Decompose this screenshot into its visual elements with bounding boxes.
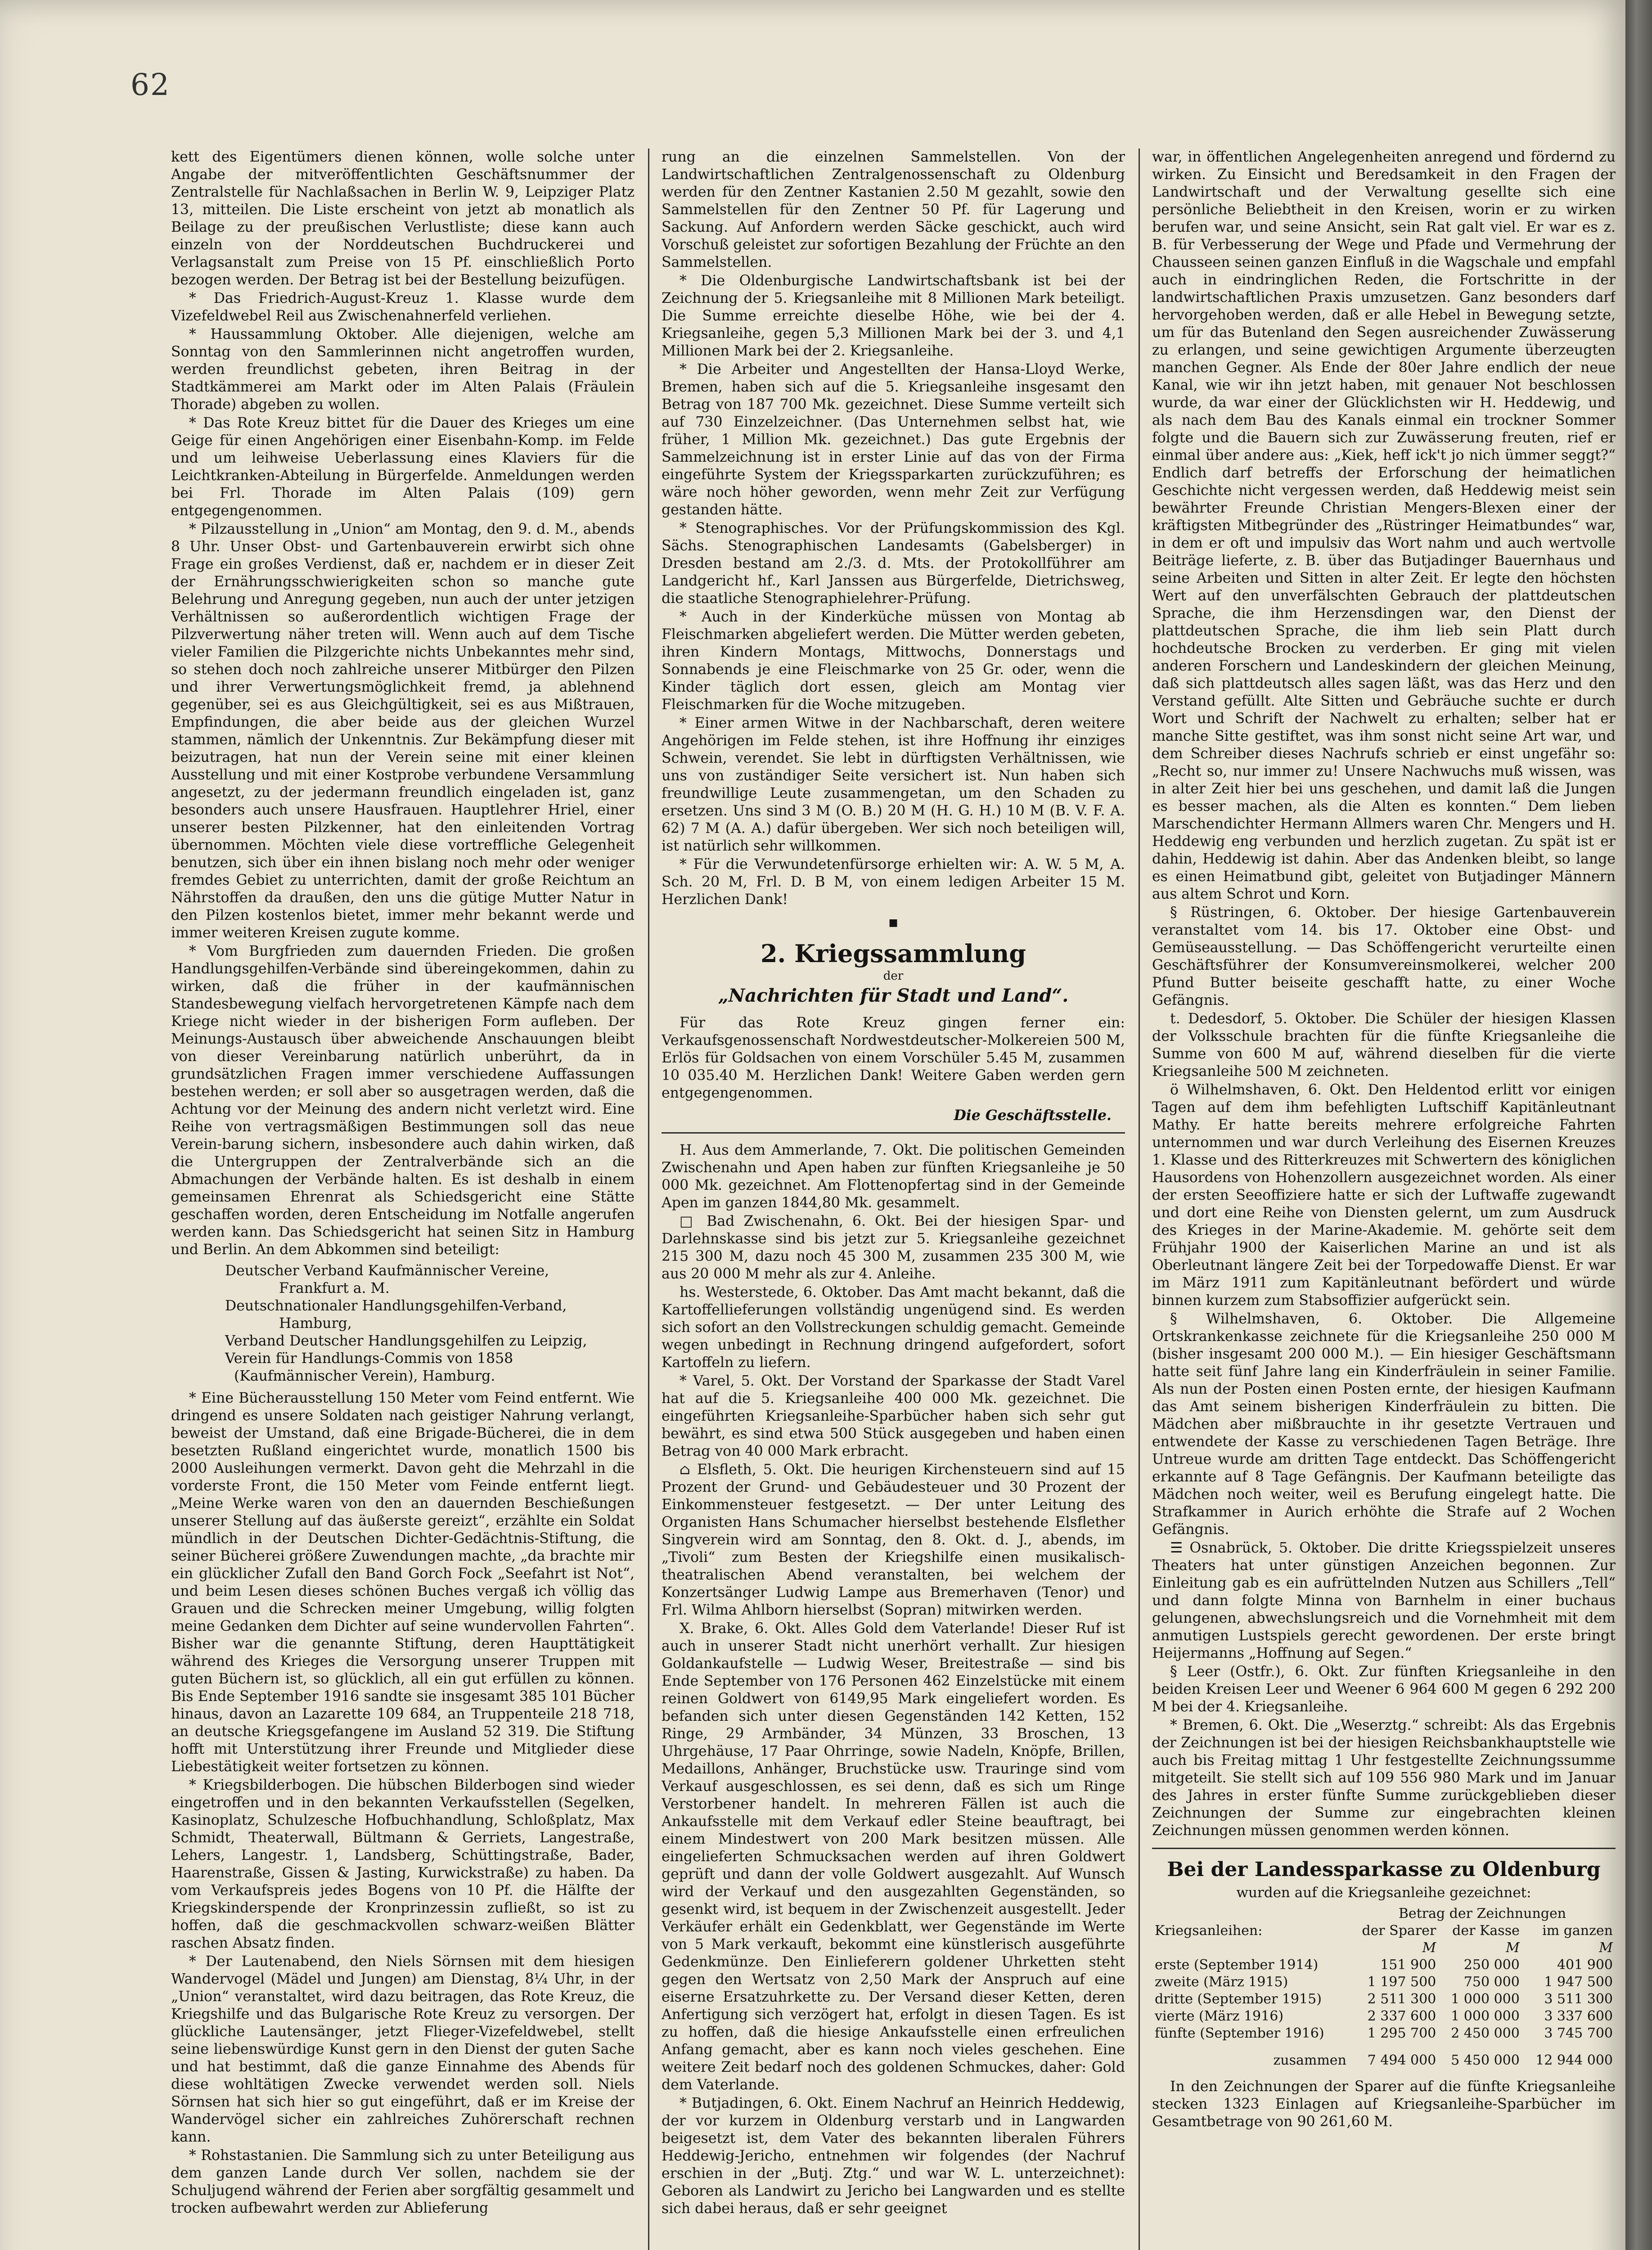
table-header: der Kasse — [1452, 1923, 1520, 1939]
newspaper-title: „Nachrichten für Stadt und Land“. — [718, 985, 1069, 1006]
article-paragraph: * Rohstastanien. Die Sammlung sich zu unter Beteiligung aus dem ganzen Lande durch Ver sollen, nachdem sie der Schuljugend während der Ferien aber sorgfältig gesammelt und trocken aufbewahrt werden zur Ablieferung — [171, 2147, 635, 2216]
cell-kasse: 1 000 000 — [1451, 1991, 1520, 2007]
article-paragraph: □ Bad Zwischenahn, 6. Okt. Bei der hiesigen Spar- und Darlehnskasse sind bis jetzt zur 5. Kriegsanleihe gezeichnet 215 300 M, dazu noch 45 300 M, zusammen 235 300 M, wie aus 20 000 M mehr als zur 4. Anleihe. — [662, 1213, 1125, 1282]
article-paragraph: * Auch in der Kinderküche müssen von Montag ab Fleischmarken abgeliefert werden. Die Mütter werden gebeten, ihren Kindern Montags, Mittwochs, Donnerstags und Sonnabends je eine Fleischmarke von 25 Gr. oder, wenn die Kinder täglich dort essen, gleich am Montag vier Fleischmarken für die Woche mitzugeben. — [662, 609, 1125, 713]
article-paragraph: t. Dedesdorf, 5. Oktober. Die Schüler der hiesigen Klassen der Volksschule brachten für die fünfte Kriegsanleihe die Summe von 600 M auf, während dieselben für die vierte Kriegsanleihe 500 M zeichneten. — [1152, 1011, 1616, 1080]
row-label: zweite (März 1915) — [1155, 1974, 1288, 1990]
total-label: zusammen — [1273, 2052, 1346, 2068]
article-paragraph: * Der Lautenabend, den Niels Sörnsen mit dem hiesigen Wandervogel (Mädel und Jungen) am Dienstag, 8¼ Uhr, in der „Union“ veranstaltet, wird dazu beitragen, das Rote Kreuz, die Kriegshilfe und das Bulgarische Rote Kreuz zu versorgen. Der glückliche Lautensänger, jetzt Flieger-Vizefeldwebel, stellt seine liebenswürdige Kunst gern in den Dienst der guten Sache und hat bestimmt, daß die ganze Einnahme des Abends für diese wohltätigen Zwecke verwendet werden soll. Niels Sörnsen hat sich hier so gut eingeführt, daß er im Kreise der Wandervögel sicher ein zahlreiches Zuhörerschaft rechnen kann. — [171, 1953, 635, 2145]
article-paragraph: X. Brake, 6. Okt. Alles Gold dem Vaterlande! Dieser Ruf ist auch in unserer Stadt nicht unerhört verhallt. Zur hiesigen Goldankaufstelle — Ludwig Weser, Breitestraße — sind bis Ende September von 176 Personen 462 Einzelstücke mit einem reinen Goldwert von 6149,95 Mark eingeliefert worden. Es befanden sich unter diesen Gegenständen 142 Ketten, 152 Ringe, 29 Armbänder, 34 Münzen, 33 Broschen, 13 Uhrgehäuse, 17 Paar Ohrringe, sowie Nadeln, Knöpfe, Brillen, Medaillons, Anhänger, Bruchstücke usw. Trauringe sind vom Verkauf ausgeschlossen, es sei denn, daß es sich um Ringe Verstorbener handelt. In mehreren Fällen ist auch die Ankaufsstelle mit dem Verkauf edler Steine beauftragt, bei einem Mindestwert von 200 Mark besitzen müssen. Alle eingelieferten Schmucksachen werden auf ihren Goldwert geprüft und dann der volle Goldwert ausgezahlt. Auf Wunsch wird der Verkauf und den ausgezahlten Gegenständen, so gesenkt wird, ist bequem in der Zwischenzeit ausgestellt. Jeder Verkäufer erhält ein Gedenkblatt, wer Gegenstände im Werte von 5 Mark verkauft, bekommt eine künstlerisch ausgeführte Gedenkmünze. Den Einlieferern goldener Uhrketten steht gegen den Wertsatz von 2,50 Mark der Anspruch auf eine eiserne Ersatzuhrkette zu. Der Versand dieser Ketten, deren Anfertigung sich verzögert hat, erfolgt in diesen Tagen. Es ist zu hoffen, daß die hiesige Ankaufsstelle einen erfreulichen Anfang gemacht, aber es kann noch vieles geschehen. Eine weitere Zeit bedarf noch des goldenen Schmuckes, daher: Gold dem Vaterlande. — [662, 1620, 1125, 2093]
page-edge — [1625, 0, 1652, 2250]
article-paragraph: rung an die einzelnen Sammelstellen. Von der Landwirtschaftlichen Zentralgenossenschaft zu Oldenburg werden für den Zentner Kastanien 2.50 M gezahlt, sowie den Sammelstellen für den Zentner 50 Pf. für Lagerung und Sackung. Auf Anfordern werden Säcke geschickt, auch wird Vorschuß geleistet zur sofortigen Bezahlung der Früchte an den Sammelstellen. — [662, 149, 1125, 270]
list-item: Deutscher Verband Kaufmännischer Vereine, — [225, 1263, 549, 1279]
list-item: Deutschnationaler Handlungsgehilfen-Verband, — [225, 1298, 567, 1314]
article-paragraph: § Leer (Ostfr.), 6. Okt. Zur fünften Kriegsanleihe in den beiden Kreisen Leer und Weener 6 964 600 M gegen 6 292 200 M bei der 4. Kriegsanleihe. — [1152, 1664, 1616, 1715]
article-paragraph: H. Aus dem Ammerlande, 7. Okt. Die politischen Gemeinden Zwischenahn und Apen haben zur fünften Kriegsanleihe je 50 000 Mk. gezeichnet. Am Flottenopfertag sind in der Gemeinde Apen im ganzen 1844,80 Mk. gesammelt. — [662, 1142, 1125, 1211]
list-item: (Kaufmännischer Verein), Hamburg. — [234, 1368, 495, 1384]
cell-kasse: 750 000 — [1463, 1974, 1520, 1990]
signature: Die Geschäftsstelle. — [954, 1107, 1112, 1124]
bank-heading: Bei der Landessparkasse zu Oldenburg — [1167, 1858, 1601, 1881]
war-bond-table — [1152, 1905, 1616, 2069]
column-divider — [648, 148, 649, 2250]
table-row — [1152, 2025, 1616, 2042]
article-paragraph: * Das Friedrich-August-Kreuz 1. Klasse wurde dem Vizefeldwebel Reil aus Zwischenahnerfeld verliehen. — [171, 290, 635, 324]
appeal-paragraph: Für das Rote Kreuz gingen ferner ein: Verkaufsgenossenschaft Nordwestdeutscher-Molkereien 500 M, Erlös für Goldsachen von einem Vorschüler 5.45 M, zusammen 10 035.40 M. Herzlichen Dank! Weitere Gaben werden gern entgegengenommen. — [662, 1015, 1125, 1101]
article-paragraph: § Rüstringen, 6. Oktober. Der hiesige Gartenbauverein veranstaltet vom 14. bis 17. Oktober eine Obst- und Gemüseausstellung. — Das Schöffengericht verurteilte einen Geschäftsführer der Konsumvereinsmolkerei, welcher 200 Pfund Butter beiseite geschafft hatte, zu einer Woche Gefängnis. — [1152, 904, 1616, 1008]
cell-kasse: 1 000 000 — [1451, 2008, 1520, 2024]
column-middle — [662, 148, 1125, 2250]
row-label: dritte (September 1915) — [1155, 1991, 1322, 2007]
cell-kasse: 250 000 — [1463, 1957, 1520, 1973]
article-paragraph: * Für die Verwundetenfürsorge erhielten wir: A. W. 5 M, A. Sch. 20 M, Frl. D. B M, von einem ledigen Arbeiter 15 M. Herzlichen Dank! — [662, 856, 1125, 908]
column-divider — [1139, 148, 1140, 2250]
article-paragraph: * Butjadingen, 6. Okt. Einem Nachruf an Heinrich Heddewig, der vor kurzem in Oldenburg verstarb und in Langwarden beigesetzt ist, dem Vater des bekannten liberalen Führers Heddewig-Jericho, entnehmen wir folgendes (der Nachruf erschien in der „Butj. Ztg.“ und war W. L. unterzeichnet): Geboren als Landwirt zu Jericho bei Langwarden und es stellte sich dabei heraus, daß er sehr geeignet — [662, 2095, 1125, 2217]
cell-total: 3 337 600 — [1544, 2008, 1613, 2024]
association-list — [225, 1262, 635, 1385]
cell-sparer: 151 900 — [1380, 1957, 1436, 1973]
collection-subheading: der — [883, 969, 904, 983]
table-row — [1152, 2008, 1616, 2025]
article-paragraph: * Bremen, 6. Okt. Die „Weserztg.“ schreibt: Als das Ergebnis der Zeichnungen ist bei der hiesigen Reichsbankhauptstelle wie auch bis Freitag mittag 1 Uhr festgestellte Zeichnungssumme mitgeteilt. Sie stellt sich auf 109 556 980 Mark und im Januar des Jahres in erster fünfte Summe zurückgeblieben dieser Zeichnungen der Summe zur eingebrachten kleinen Zeichnungen müssen genommen werden können. — [1152, 1717, 1616, 1839]
article-paragraph: ☰ Osnabrück, 5. Oktober. Die dritte Kriegsspielzeit unseres Theaters hat unter günstigen Anzeichen begonnen. Zur Einleitung gab es ein aufrüttelnden Nutzen aus Schillers „Tell“ und dann folgte Minna von Barnhelm in einer buchaus gelungenen, abwechslungsreich und die Vornehmheit mit dem anmutigen Lustspiels gerecht gewordenen. Der erste bringt Heijermanns „Hoffnung auf Segen.“ — [1152, 1540, 1616, 1661]
cell-sparer: 1 295 700 — [1367, 2025, 1436, 2041]
table-row — [1152, 1957, 1616, 1974]
table-header: im ganzen — [1542, 1923, 1613, 1939]
cell-kasse: 2 450 000 — [1451, 2025, 1520, 2041]
column-right — [1152, 148, 1616, 2250]
row-label: erste (September 1914) — [1155, 1957, 1319, 1973]
unit-label: M — [1422, 1940, 1436, 1956]
cell-sparer: 1 197 500 — [1367, 1974, 1436, 1990]
article-paragraph: ö Wilhelmshaven, 6. Okt. Den Heldentod erlitt vor einigen Tagen auf dem ihm befehligten Luftschiff Kapitänleutnant Mathy. Er hatte bereits mehrere erfolgreiche Fahrten unternommen und war durch Verleihung des Eisernen Kreuzes 1. Klasse und des Ritterkreuzes mit Schwertern des königlichen Hausordens von Hohenzollern ausgezeichnet worden. Als einer der ersten Seeoffiziere hatte er sich der Luftwaffe zugewandt und dort eine Reihe von Diensten gelernt, um zum Ausdruck des Krieges in der Marine-Akademie. M. gehörte seit dem Frühjahr 1900 der Kaiserlichen Marine an und ist als Oberleutnant längere Zeit bei der Torpedowaffe Dienst. Er war im März 1911 zum Kapitänleutnant befördert und würde binnen kurzem zum Stabsoffizier aufgerückt sein. — [1152, 1082, 1616, 1309]
article-paragraph: kett des Eigentümers dienen können, wolle solche unter Angabe der mitveröffentlichten Geschäftsnummer der Zentralstelle für Nachlaßsachen in Berlin W. 9, Leipziger Platz 13, mitteilen. Die Liste erscheint von jetzt ab monatlich als Beilage zu der preußischen Verlustliste; diese kann auch einzeln von der Norddeutschen Buchdruckerei und Verlagsanstalt zum Preise von 15 Pf. einschließlich Porto bezogen werden. Der Betrag ist bei der Bestellung beizufügen. — [171, 149, 635, 288]
list-item: Frankfurt a. M. — [279, 1280, 390, 1296]
table-row — [1152, 1974, 1616, 1991]
page-number: 62 — [131, 68, 170, 102]
list-item: Verband Deutscher Handlungsgehilfen zu Leipzig, — [225, 1333, 587, 1349]
bank-subheading: wurden auf die Kriegsanleihe gezeichnet: — [1236, 1885, 1531, 1901]
article-paragraph: war, in öffentlichen Angelegenheiten anregend und fördernd zu wirken. Zu Einsicht und Beredsamkeit in den Fragen der Landwirtschaft und der Verwaltung gesellte sich eine persönliche Beliebtheit in den Kreisen, worin er zu wirken berufen war, und seine Ansicht, sein Rat galt viel. Er war es z. B. für Verbesserung der Wege und Pfade und Vermehrung der Chausseen seinen ganzen Einfluß in die Wagschale und empfahl auch in eindringlichen Reden, die Fortschritte in der landwirtschaftlichen Praxis umzusetzen. Ganz besonders darf hervorgehoben werden, daß er alle Hebel in Bewegung setzte, um für das Butenland den Segen ausreichender Zuwässerung zu erlangen, und seine gewichtigen Argumente überzeugten manchen Gegner. Als Ende der 80er Jahre endlich der neue Kanal, wie wir ihn jetzt haben, mit genauer Not beschlossen wurde, da war einer der Glücklichsten wir H. Heddewig, und als nach dem Bau des Kanals einmal ein trockner Sommer folgte und die Bauern sich zur Zuwässerung freuten, rief er einmal über andere aus: „Kiek, heff ick't jo nich ümmer seggt?“ Endlich darf betreffs der Erforschung der heimatlichen Geschichte nicht vergessen werden, daß Heddewig meist sein bewährter Freunde Christian Mengers-Blexen einer der kräftigsten Mitbegründer des „Rüstringer Heimatbundes“ war, in dem er oft und impulsiv das Wort nahm und auch wertvolle Beiträge lieferte, z. B. über das Butjadinger Bauernhaus und seine Arbeiten und Sitten in alter Zeit. Er legte den höchsten Wert auf den unverfälschten Gebrauch der plattdeutschen Sprache, die ihm Herzensdingen war, den Dienst der plattdeutschen Sprache, die ihm lieb sein Platt durch hochdeutsche Brocken zu verderben. Er ging mit vielen anderen Forschern und Landeskindern der gleichen Meinung, daß sich plattdeutsch alles sagen läßt, was das Herz und den Verstand gefüllt. Alte Sitten und Gebräuche suchte er durch Wort und Schrift der Nachwelt zu erhalten; selber hat er manche Sitte gestiftet, was ihm sonst nicht seine Art war, und dem Schreiber dieses Nachrufs schrieb er einst ungefähr so: „Recht so, nur immer zu! Unsere Nachwuchs muß wissen, was in alter Zeit hier bei uns geschehen, und damit laß die Jungen es besser machen, als die Alten es konnten.“ Dem lieben Marschendichter Hermann Allmers waren Chr. Mengers und H. Heddewig eng verbunden und herzlich zugetan. Zu spät ist er dahin, Heddewig ist dahin. Aber das Andenken bleibt, so lange es einen Heimatbund gibt, geleitet von Butjadinger Männern aus altem Schrot und Korn. — [1152, 149, 1616, 902]
table-total-row — [1152, 2042, 1616, 2069]
unit-label: M — [1599, 1940, 1613, 1956]
separator-mark: ■ — [888, 917, 898, 928]
article-paragraph: * Pilzausstellung in „Union“ am Montag, den 9. d. M., abends 8 Uhr. Unser Obst- und Gartenbauverein erwirbt sich ohne Frage ein großes Verdienst, daß er, nachdem er in dieser Zeit der Ernährungsschwierigkeiten schon so manche gute Belehrung und Anregung gegeben, nun auch der unter jetzigen Verhältnissen so außerordentlich wichtigen Frage der Pilzverwertung näher treten will. Wenn auch auf dem Tische vieler Familien die Pilzgerichte nichts Unbekanntes mehr sind, so stehen doch noch zahlreiche unserer Mitbürger den Pilzen und ihrer Verwertungsmöglichkeit fremd, ja ablehnend gegenüber, sei es aus Gleichgültigkeit, sei es aus Mißtrauen, Empfindungen, die aber beide aus der gleichen Wurzel stammen, nämlich der Unkenntnis. Zur Bekämpfung dieser mit beizutragen, hat nun der Verein seine mit einer kleinen Ausstellung und mit einer Kostprobe verbundene Versammlung angesetzt, zu der jedermann freundlich eingeladen ist, ganz besonders auch unsere Hausfrauen. Hauptlehrer Hriel, einer unserer besten Pilzkenner, hat den einleitenden Vortrag übernommen. Möchten viele diese vortreffliche Gelegenheit benutzen, sich über ein ihnen bislang noch mehr oder weniger fremdes Gebiet zu unterrichten, damit der große Reichtum an Nährstoffen da draußen, den uns die gütige Mutter Natur in den Pilzen kostenlos bietet, immer mehr bekannt werde und immer weiteren Kreisen zugute komme. — [171, 521, 635, 941]
cell-total: 3 511 300 — [1544, 1991, 1613, 2007]
article-paragraph: * Vom Burgfrieden zum dauernden Frieden. Die großen Handlungsgehilfen-Verbände sind übereingekommen, dahin zu wirken, daß die früher in der kaufmännischen Standesbewegung vielfach hervorgetretenen Kämpfe nach dem Kriege nicht wieder in der bisherigen Form aufleben. Der Meinungs-Austausch über abweichende Anschauungen bleibt von dieser Vereinbarung natürlich unberührt, da in grundsätzlichen Fragen immer verschiedene Auffassungen bestehen werden; er soll aber so ausgetragen werden, daß die Achtung vor der Meinung des andern nicht verletzt wird. Eine Reihe von vertragsmäßigen Bestimmungen soll das neue Verein-barung sichern, insbesondere auch dahin wirken, daß die Untergruppen der Zentralverbände sich an die Abmachungen der Verbände halten. Es ist deshalb in einem gemeinsamen Ehrenrat als Schiedsgericht eine Stätte geschaffen worden, deren Entscheidung im Notfalle angerufen werden kann. Das Schiedsgericht hat seinen Sitz in Hamburg und Berlin. An dem Abkommen sind beteiligt: — [171, 943, 635, 1258]
collection-heading: 2. Kriegssammlung — [760, 939, 1026, 968]
article-paragraph: * Haussammlung Oktober. Alle diejenigen, welche am Sonntag von den Sammlerinnen nicht angetroffen wurden, werden freundlichst gebeten, ihren Beitrag in der Stadtkämmerei am Markt oder im Alten Palais (Fräulein Thorade) abgeben zu wollen. — [171, 326, 635, 413]
row-label: fünfte (September 1916) — [1155, 2025, 1324, 2041]
article-paragraph: * Varel, 5. Okt. Der Vorstand der Sparkasse der Stadt Varel hat auf die 5. Kriegsanleihe 400 000 Mk. gezeichnet. Die eingeführten Kriegsanleihe-Sparbücher haben sich sehr gut bewährt, es sind etwa 500 Stück ausgegeben und haben einen Betrag von 40 000 Mark erbracht. — [662, 1373, 1125, 1459]
cell-total: 401 900 — [1557, 1957, 1613, 1973]
total-sparer: 7 494 000 — [1367, 2052, 1436, 2068]
bank-note: In den Zeichnungen der Sparer auf die fünfte Kriegsanleihe stecken 1323 Einlagen auf Kriegsanleihe-Sparbücher im Gesamtbetrage von 90 261,60 M. — [1152, 2079, 1616, 2130]
article-paragraph: * Kriegsbilderbogen. Die hübschen Bilderbogen sind wieder eingetroffen und in den bekannten Verkaufsstellen (Segelken, Kasinoplatz, Schulzesche Hofbuchhandlung, Schloßplatz, Max Schmidt, Theaterwall, Bültmann & Gerriets, Langestraße, Lehers, Langestr. 1, Landsberg, Schüttingstraße, Bader, Haarenstraße, Gissen & Jasting, Kurwickstraße) zu haben. Da vom Verkaufspreis jedes Bogens von 10 Pf. die Hälfte der Kriegskinderspende der Kronprinzessin zufließt, so ist zu hoffen, daß die geschmackvollen schwarz-weißen Blätter raschen Absatz finden. — [171, 1777, 635, 1951]
total-all: 12 944 000 — [1535, 2052, 1613, 2068]
table-header: der Sparer — [1362, 1923, 1436, 1939]
article-paragraph: * Eine Bücherausstellung 150 Meter vom Feind entfernt. Wie dringend es unsere Soldaten nach geistiger Nahrung verlangt, beweist der Umstand, daß eine Brigade-Bücherei, die in dem besetzten Rußland eingerichtet wurde, monatlich 1500 bis 2000 Ausleihungen vermerkt. Davon geht die Mehrzahl in die vorderste Front, die 150 Meter vom Feinde entfernt liegt. „Meine Werke waren von den an dauernden Beschießungen unserer Stellung auf das äußerste gereizt“, erzählte ein Soldat mündlich in der Deutschen Dichter-Gedächtnis-Stiftung, die seiner Bücherei größere Zuwendungen machte, „da brachte mir ein glücklicher Zufall den Band Gorch Fock „Seefahrt ist Not“, und beim Lesen dieses schönen Buches vergaß ich völlig das Grauen und die Schrecken meiner Umgebung, willig folgten meine Gedanken dem Dichter auf seine wundervollen Fahrten“. Bisher war die genannte Stiftung, deren Haupttätigkeit während des Krieges die Versorgung unserer Truppen mit guten Büchern ist, so glücklich, all ein gut erfüllen zu können. Bis Ende September 1916 sandte sie insgesamt 385 101 Bücher hinaus, davon an Lazarette 109 684, an Truppenteile 218 718, an deutsche Kriegsgefangene im Ausland 52 319. Die Stiftung hofft mit Unterstützung ihrer Freunde und Mitglieder diese Liebestätigkeit weiter fortsetzen zu können. — [171, 1390, 635, 1775]
article-paragraph: § Wilhelmshaven, 6. Oktober. Die Allgemeine Ortskrankenkasse zeichnete für die Kriegsanleihe 250 000 M (bisher insgesamt 200 000 M.). — Ein hiesiger Geschäftsmann hatte seit fünf Jahre lang ein Kinderfräulein in seiner Familie. Als nun der Posten einen Posten ernte, der hiesigen Kaufmann das Amt seinem bisherigen Kinderfräulein zu bitten. Die Mädchen aber mißbrauchte in ihr gesetzte Vertrauen und entwendete der Kasse zu verschiedenen Tagen Beträge. Ihre Untreue wurde am dritten Tage entdeckt. Das Schöffengericht erkannte auf 8 Tage Gefängnis. Der Kaufmann beteiligte das Mädchen noch weiter, weil es Berufung eingelegt hatte. Die Strafkammer in Aurich erhöhte die Strafe auf 2 Wochen Gefängnis. — [1152, 1311, 1616, 1538]
article-paragraph: ⌂ Elsfleth, 5. Okt. Die heurigen Kirchensteuern sind auf 15 Prozent der Grund- und Gebäudesteuer und 30 Prozent der Einkommensteuer festgesetzt. — Der unter Leitung des Organisten Hans Schumacher hierselbst bestehende Elsflether Singverein wird am Sonntag, den 8. Okt. d. J., abends, im „Tivoli“ zum Besten der Kriegshilfe einen musikalisch-theatralischen Abend veranstalten, bei welchem der Konzertsänger Ludwig Lampe aus Bremerhaven (Tenor) und Frl. Wilma Ahlborn hierselbst (Sopran) mitwirken werden. — [662, 1462, 1125, 1618]
column-left — [171, 148, 635, 2250]
list-item: Hamburg, — [279, 1315, 352, 1332]
article-paragraph: * Einer armen Witwe in der Nachbarschaft, deren weitere Angehörigen im Felde stehen, ist ihre Hoffnung ihr einziges Schwein, verendet. Sie lebt in dürftigsten Verhältnissen, wie uns von zuständiger Seite versichert ist. Nun haben sich freundwillige Leute zusammengetan, um den Schaden zu ersetzen. Uns sind 3 M (O. B.) 20 M (H. G. H.) 10 M (B. V. F. A. 62) 7 M (A. A.) dafür übergeben. Wer sich noch beteiligen will, ist natürlich sehr willkommen. — [662, 715, 1125, 854]
article-paragraph: * Die Arbeiter und Angestellten der Hansa-Lloyd Werke, Bremen, haben sich auf die 5. Kriegsanleihe insgesamt den Betrag von 187 700 Mk. gezeichnet. Diese Summe verteilt sich auf 730 Einzelzeichner. (Das Unternehmen selbst hat, wie früher, 1 Million Mk. gezeichnet.) Das gute Ergebnis der Sammelzeichnung ist in erster Linie auf das von der Firma eingeführte System der Kriegssparkarten zurückzuführen; es wäre noch höher geworden, wenn mehr Zeit zur Verfügung gestanden hätte. — [662, 361, 1125, 518]
cell-total: 3 745 700 — [1544, 2025, 1613, 2041]
table-row — [1152, 1991, 1616, 2008]
unit-label: M — [1506, 1940, 1520, 1956]
cell-sparer: 2 337 600 — [1367, 2008, 1436, 2024]
total-kasse: 5 450 000 — [1451, 2052, 1520, 2068]
article-paragraph: * Die Oldenburgische Landwirtschaftsbank ist bei der Zeichnung der 5. Kriegsanleihe mit 8 Millionen Mark beteiligt. Die Summe erreichte dieselbe Höhe, wie bei der 4. Kriegsanleihe, gegen 5,3 Millionen Mark bei der 3. und 4,1 Millionen Mark bei der 2. Kriegsanleihe. — [662, 273, 1125, 359]
section-rule — [1152, 1848, 1616, 1849]
cell-sparer: 2 511 300 — [1367, 1991, 1436, 2007]
row-label: vierte (März 1916) — [1155, 2008, 1284, 2024]
article-paragraph: hs. Westerstede, 6. Oktober. Das Amt macht bekannt, daß die Kartoffellieferungen vollständig ungenügend sind. Es werden sich sofort an den Vollstreckungen schuldig gemacht. Gemeinde wegen unbedingt in Rechnung dringend aufgefordert, sofort Kartoffeln zu liefern. — [662, 1284, 1125, 1371]
section-rule — [662, 1132, 1125, 1134]
table-header: Kriegsanleihen: — [1155, 1923, 1263, 1939]
article-paragraph: * Das Rote Kreuz bittet für die Dauer des Krieges um eine Geige für einen Angehörigen einer Eisenbahn-Komp. im Felde und um leihweise Ueberlassung eines Klaviers für die Leichtkranken-Abteilung in Bürgerfelde. Anmeldungen werden bei Frl. Thorade im Alten Palais (109) gern entgegengenommen. — [171, 415, 635, 519]
article-paragraph: * Stenographisches. Vor der Prüfungskommission des Kgl. Sächs. Stenographischen Landesamts (Gabelsberger) in Dresden bestand am 2./3. d. Mts. der Protokollführer am Landgericht hf., Karl Janssen aus Bürgerfelde, Dietrichsweg, die staatliche Stenographielehrer-Prüfung. — [662, 520, 1125, 607]
cell-total: 1 947 500 — [1544, 1974, 1613, 1990]
list-item: Verein für Handlungs-Commis von 1858 — [225, 1350, 513, 1367]
table-header: Betrag der Zeichnungen — [1398, 1906, 1566, 1922]
